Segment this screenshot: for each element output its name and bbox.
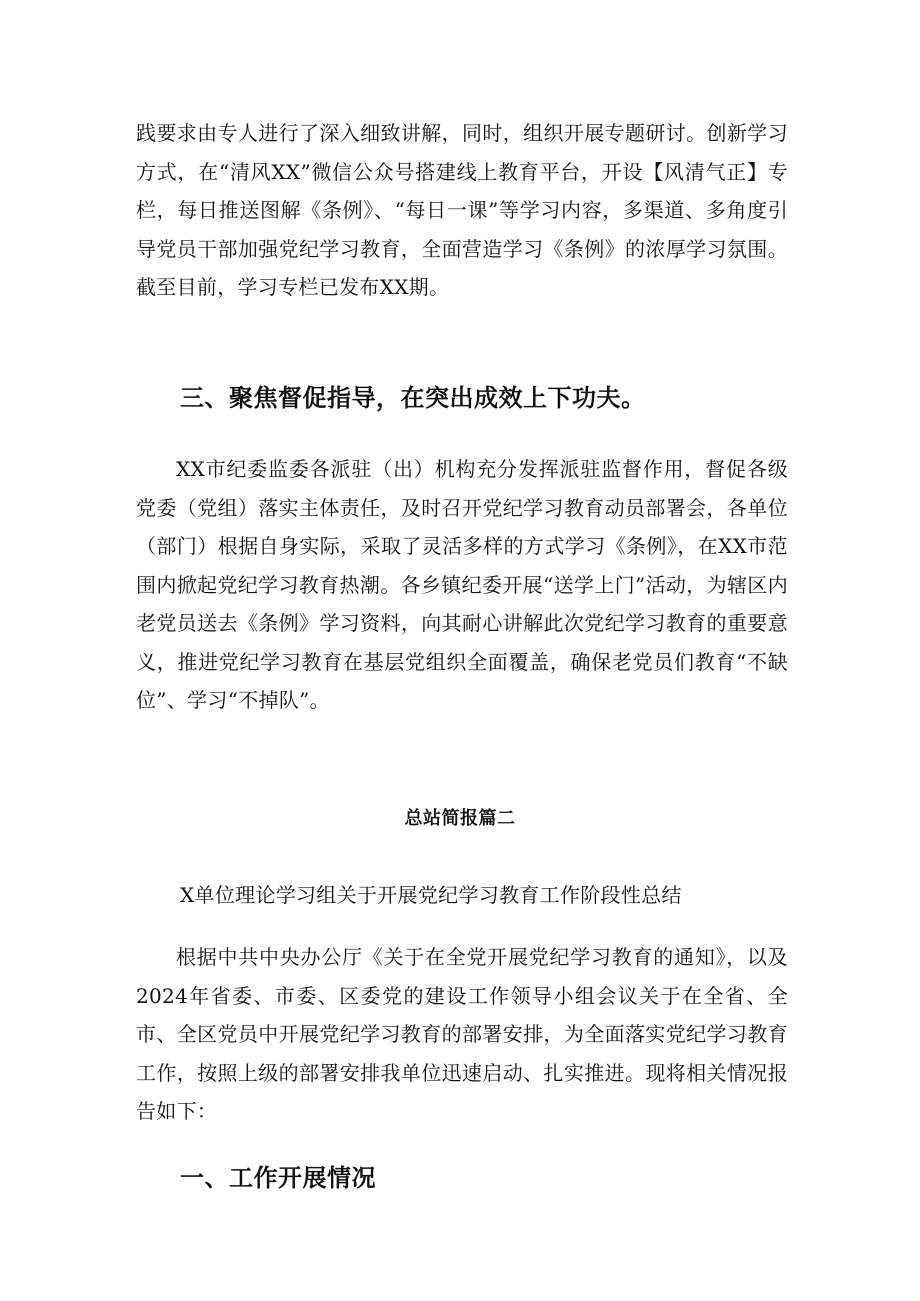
section-subtitle: 总站简报篇二 (404, 808, 516, 829)
section-heading-three: 三、聚焦督促指导，在突出成效上下功夫。 (180, 384, 646, 412)
body-paragraph-continued: 践要求由专人进行了深入细致讲解，同时，组织开展专题研讨。创新学习方式，在“清风XX”微信公众号搭建线上教育平台，开设【风清气正】专栏，每日推送图解《条例》、“每日一课”等学习内容，多渠道、多角度引导党员干部加强党纪学习教育，全面营造学习《条例》的浓厚学习氛围。截至目前，学习专栏已发布XX期。 (136, 121, 788, 299)
section-heading-one: 一、工作开展情况 (180, 1164, 376, 1192)
body-paragraph-intro: 根据中共中央办公厅《关于在全党开展党纪学习教育的通知》，以及2024年省委、市委、区委党的建设工作领导小组会议关于在全省、全市、全区党员中开展党纪学习教育的部署安排，为全面落实党纪学习教育工作，按照上级的部署安排我单位迅速启动、扎实推进。现将相关情况报告如下： (136, 945, 788, 1123)
body-paragraph-supervision: XX市纪委监委各派驻（出）机构充分发挥派驻监督作用，督促各级党委（党组）落实主体责任，及时召开党纪学习教育动员部署会，各单位（部门）根据自身实际，采取了灵活多样的方式学习《条例》，在XX市范围内掀起党纪学习教育热潮。各乡镇纪委开展“送学上门”活动，为辖区内老党员送去《条例》学习资料，向其耐心讲解此次党纪学习教育的重要意义，推进党纪学习教育在基层党组织全面覆盖，确保老党员们教育“不缺位”、学习“不掉队”。 (136, 457, 788, 712)
document-title-line: X单位理论学习组关于开展党纪学习教育工作阶段性总结 (180, 883, 682, 907)
